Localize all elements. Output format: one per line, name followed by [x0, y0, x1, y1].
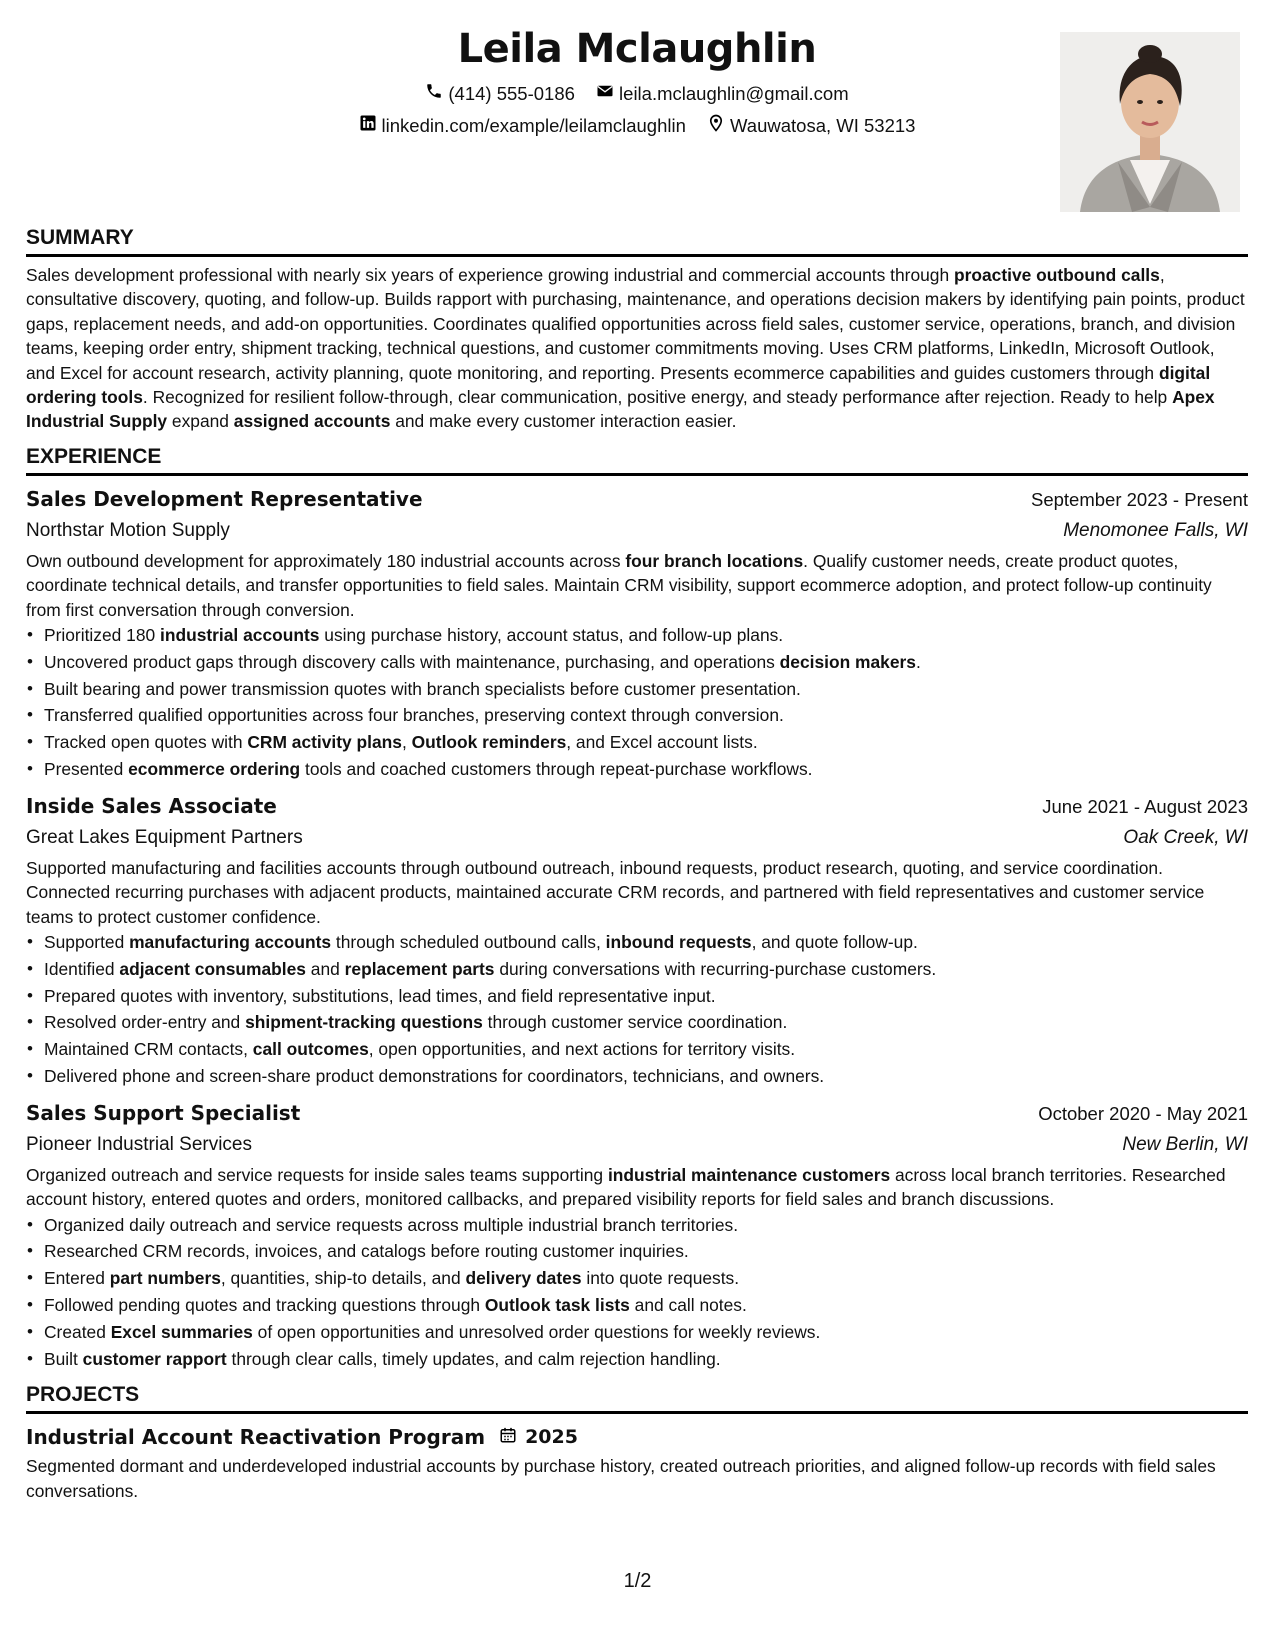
bullet-item: • Identified adjacent consumables and replacement parts during conversations with recurring-purchase customers. [44, 956, 1248, 983]
bullet-item: • Presented ecommerce ordering tools and coached customers through repeat-purchase workflows. [44, 756, 1248, 783]
project-date [499, 1426, 578, 1449]
bullet-item: • Maintained CRM contacts, call outcomes, open opportunities, and next actions for territory visits. [44, 1036, 1248, 1063]
job-dates: October 2020 - May 2021 [1038, 1102, 1248, 1124]
bullet-item: • Organized daily outreach and service requests across multiple industrial branch territories. [44, 1212, 1248, 1239]
bullet-item: • Uncovered product gaps through discovery calls with maintenance, purchasing, and operations decision makers. [44, 649, 1248, 676]
company-name: Great Lakes Equipment Partners [26, 826, 303, 848]
bullet-item: • Researched CRM records, invoices, and catalogs before routing customer inquiries. [44, 1238, 1248, 1265]
job-entry [26, 1098, 1248, 1373]
phone-icon [425, 78, 448, 110]
resume-header [26, 20, 1248, 225]
bullet-item: • Prioritized 180 industrial accounts using purchase history, account status, and follow-up plans. [44, 622, 1248, 649]
job-title: Sales Support Specialist [26, 1100, 301, 1125]
job-dates: June 2021 - August 2023 [1042, 795, 1248, 817]
map-pin-icon [707, 110, 730, 142]
bullet-item: • Prepared quotes with inventory, substitutions, lead times, and field representative input. [44, 983, 1248, 1010]
profile-photo [1060, 32, 1240, 212]
project-title: Industrial Account Reactivation Program [26, 1425, 486, 1450]
bullet-item: • Created Excel summaries of open opportunities and unresolved order questions for weekly reviews. [44, 1319, 1248, 1346]
job-description: Own outbound development for approximately 180 industrial accounts across four branch locations. Qualify customer needs, create product quotes, coordinate technical details, and transfer opportunities to field sales. Maintain CRM visibility, support ecommerce adoption, and protect follow-up continuity from first conversation through conversion. [26, 550, 1212, 620]
bullet-item: • Delivered phone and screen-share product demonstrations for coordinators, technicians, and owners. [44, 1063, 1248, 1090]
job-entry [26, 791, 1248, 1090]
company-name: Northstar Motion Supply [26, 519, 230, 541]
candidate-name: Leila Mclaughlin [457, 26, 817, 72]
job-location: Oak Creek, WI [1123, 826, 1248, 848]
summary-heading: SUMMARY [26, 225, 1248, 257]
resume-page [26, 20, 1248, 1503]
linkedin-url[interactable]: linkedin.com/example/leilamclaughlin [381, 115, 686, 136]
location-contact [707, 110, 915, 142]
email-address[interactable]: leila.mclaughlin@gmail.com [619, 83, 849, 104]
experience-heading: EXPERIENCE [26, 444, 1248, 476]
linkedin-icon [359, 110, 382, 142]
projects-section [26, 1382, 1248, 1503]
job-title: Sales Development Representative [26, 486, 423, 511]
email-contact[interactable] [596, 78, 849, 110]
job-dates: September 2023 - Present [1031, 488, 1248, 510]
project-year: 2025 [525, 1426, 578, 1449]
envelope-icon [596, 78, 619, 110]
job-title: Inside Sales Associate [26, 793, 277, 818]
experience-section [26, 444, 1248, 1373]
summary-text: Sales development professional with nearly six years of experience growing industrial and commercial accounts through proactive outbound calls, consultative discovery, quoting, and follow-up. Builds rapport with purchasing, maintenance, and operations decision makers by identifying pain points, product gaps, replacement needs, and add-on opportunities. Coordinates qualified opportunities across field sales, customer service, operations, branch, and division teams, keeping order entry, shipment tracking, technical questions, and customer commitments moving. Uses CRM platforms, LinkedIn, Microsoft Outlook, and Excel for account research, activity planning, quote monitoring, and reporting. Presents ecommerce capabilities and guides customers through digital ordering tools. Recognized for resilient follow-through, clear communication, positive energy, and steady performance after rejection. Ready to help Apex Industrial Supply expand assigned accounts and make every customer interaction easier. [26, 265, 1245, 432]
calendar-icon [499, 1426, 525, 1449]
job-entry [26, 484, 1248, 783]
bullet-item: • Followed pending quotes and tracking questions through Outlook task lists and call notes. [44, 1292, 1248, 1319]
summary-section [26, 225, 1248, 434]
project-description: Segmented dormant and underdeveloped industrial accounts by purchase history, created outreach priorities, and aligned follow-up records with field sales conversations. [26, 1456, 1216, 1501]
bullet-item: • Transferred qualified opportunities across four branches, preserving context through conversion. [44, 702, 1248, 729]
bullet-item: • Tracked open quotes with CRM activity plans, Outlook reminders, and Excel account lists. [44, 729, 1248, 756]
job-bullets [26, 929, 1248, 1090]
bullet-item: • Built bearing and power transmission quotes with branch specialists before customer presentation. [44, 676, 1248, 703]
project-header [26, 1422, 1248, 1452]
phone-contact [425, 78, 575, 110]
linkedin-contact[interactable] [359, 110, 686, 142]
phone-number: (414) 555-0186 [448, 83, 575, 104]
job-description: Organized outreach and service requests for inside sales teams supporting industrial maintenance customers across local branch territories. Researched account history, entered quotes and orders, monitored callbacks, and prepared visibility reports for field sales and branch discussions. [26, 1164, 1226, 1210]
bullet-item: • Entered part numbers, quantities, ship-to details, and delivery dates into quote requests. [44, 1265, 1248, 1292]
home-location: Wauwatosa, WI 53213 [730, 115, 916, 136]
job-location: Menomonee Falls, WI [1063, 519, 1248, 541]
bullet-item: • Built customer rapport through clear calls, timely updates, and calm rejection handling. [44, 1346, 1248, 1373]
job-bullets [26, 1212, 1248, 1373]
bullet-item: • Supported manufacturing accounts through scheduled outbound calls, inbound requests, and quote follow-up. [44, 929, 1248, 956]
bullet-item: • Resolved order-entry and shipment-tracking questions through customer service coordination. [44, 1009, 1248, 1036]
job-location: New Berlin, WI [1122, 1133, 1248, 1155]
projects-heading: PROJECTS [26, 1382, 1248, 1414]
job-bullets [26, 622, 1248, 783]
page-number: 1/2 [623, 1570, 652, 1592]
job-description: Supported manufacturing and facilities accounts through outbound outreach, inbound requests, product research, quoting, and service coordination. Connected recurring purchases with adjacent products, maintained accurate CRM records, and partnered with field representatives and customer service teams to protect customer confidence. [26, 857, 1205, 927]
company-name: Pioneer Industrial Services [26, 1133, 252, 1155]
